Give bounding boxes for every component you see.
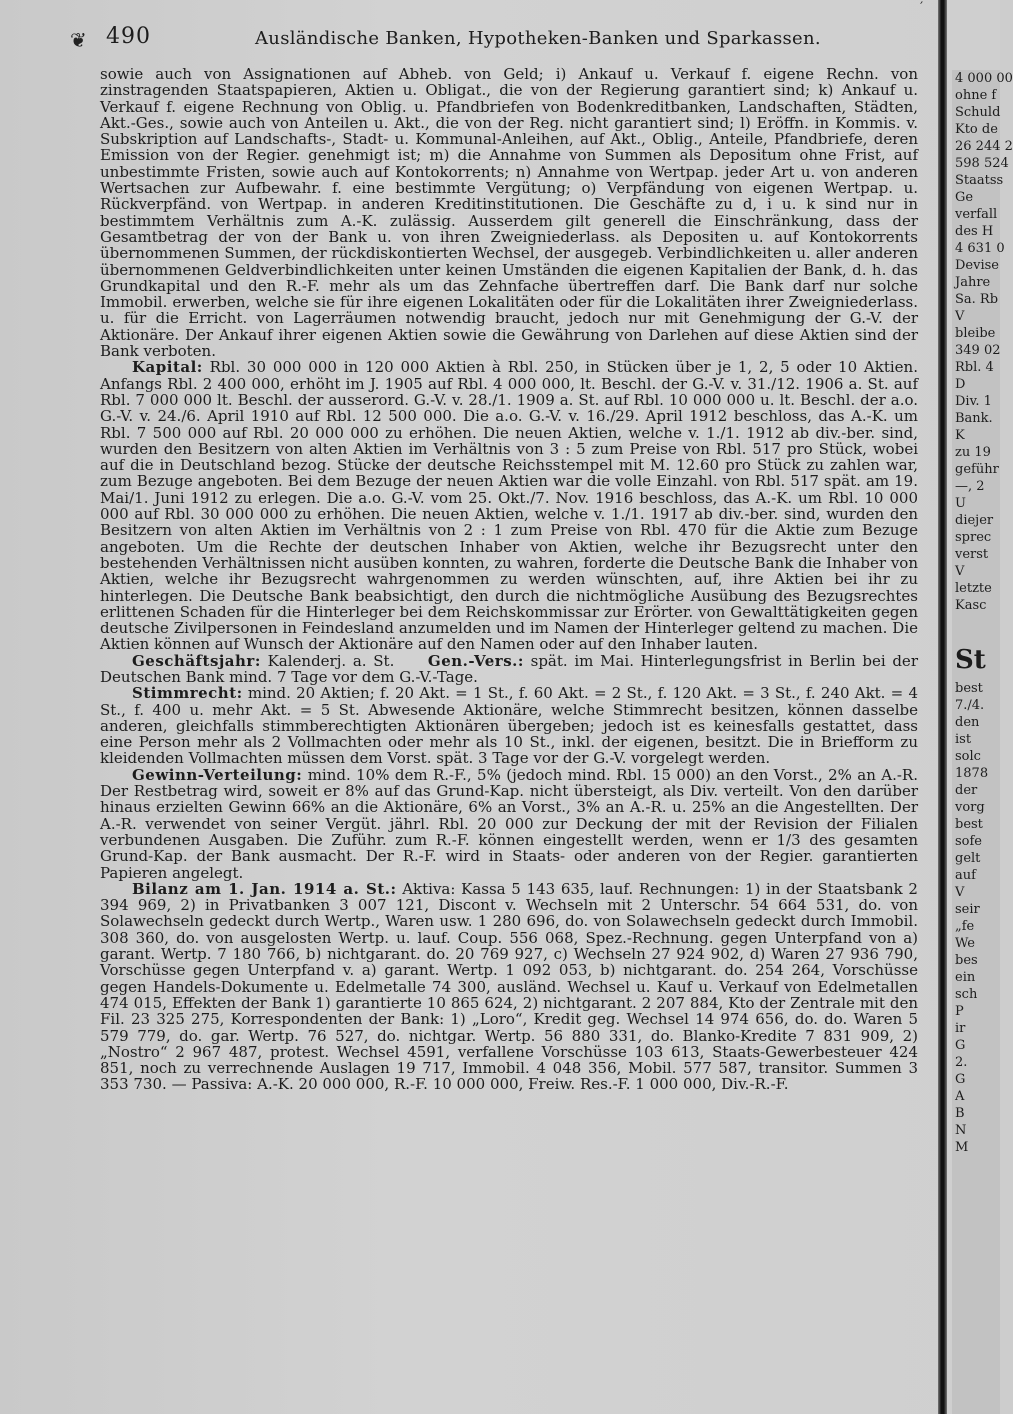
adjacent-page-line: Bank. xyxy=(955,411,993,426)
adjacent-page-line: Kasc xyxy=(955,598,987,613)
kapital-label: Kapital: xyxy=(132,358,203,377)
geschaeftsjahr-text: Kalenderj. a. St. xyxy=(260,651,402,670)
adjacent-page-line: ein xyxy=(955,970,976,985)
adjacent-page-line: Ge xyxy=(955,190,974,205)
bilanz-text: Aktiva: Kassa 5 143 635, lauf. Rechnungen: 1) in der Staatsbank 2 394 969, 2) in Privatbanken 3 007 121, Discont v. Wechseln mit 2 Unterschr. 54 664 531, do. von Solawechseln gedeckt durch Wertp., Waren usw. 1 280 696, do. von Solawechseln gedeckt durch Immobil. 308 360, do. von ausgelosten Wertp. u. lauf. Coup. 556 068, Spez.-Rechnung. gegen Unterpfand von a) garant. Wertp. 7 180 766, b) nichtgarant. do. 20 769 927, c) Wechseln 27 924 902, d) Waren 27 936 790, Vorschüsse gegen Unterpfand v. a) garant. Wertp. 1 092 053, b) nichtgarant. do. 254 264, Vorschüsse gegen Handels-Dokumente u. Edelmetalle 74 300, ausländ. Wechsel u. Kauf u. Verkauf von Edelmetallen 474 015, Effekten der Bank 1) garantierte 10 865 624, 2) nichtgarant. 2 207 884, Kto der Zentrale mit den Fil. 23 325 275, Korrespondenten der Bank: 1) „Loro“, Kredit geg. Wechsel 14 974 656, do. do. Waren 5 579 779, do. gar. Wertp. 76 527, do. nichtgar. Wertp. 56 880 331, do. Blanko-Kredite 7 831 909, 2) „Nostro“ 2 967 487, protest. Wechsel 4591, verfallene Vorschüsse 103 613, Staats-Gewerbesteuer 424 851, noch zu verrechnende Auslagen 19 717, Immobil. 4 048 356, Mobil. 577 587, transitor. Summen 3 353 730. — Passiva: A.-K. 20 000 000, R.-F. 10 000 000, Freiw. Res.-F. 1 000 000, Div.-R.-F. xyxy=(100,879,918,1094)
margin-mark: ′ xyxy=(920,0,924,16)
adjacent-page-fragment xyxy=(952,70,1013,1414)
main-text-column xyxy=(100,66,918,1386)
gen-vers-label: Gen.-Vers.: xyxy=(427,651,524,670)
adjacent-page-line: sprec xyxy=(955,530,992,545)
gewinn-verteilung-text: mind. 10% dem R.-F., 5% (jedoch mind. Rbl. 15 000) an den Vorst., 2% an A.-R. Der Restbetrag wird, soweit er 8% auf das Grund-Kap. nicht übersteigt, als Div. verteilt. Von den darüber hinaus erzielten Gewinn 66% an die Aktionäre, 6% an Vorst., 3% an A.-R. u. 25% an die Angestellten. Der A.-R. verwendet von seiner Vergüt. jährl. Rbl. 20 000 zur Deckung der mit der Revision der Filialen verbundenen Ausgaben. Die Zuführ. zum R.-F. können eingestellt werden, wenn er 1/3 des gesamten Grund-Kap. der Bank ausmacht. Der R.-F. wird in Staats- oder anderen von der Regier. garantierten Papieren angelegt. xyxy=(100,765,918,882)
adjacent-page-line: Jahre xyxy=(955,275,991,290)
adjacent-page-line: 598 524 xyxy=(955,156,1009,171)
adjacent-page-line: We xyxy=(955,936,975,951)
adjacent-page-line: des H xyxy=(955,224,994,239)
adjacent-page-line: bleibe xyxy=(955,326,996,341)
adjacent-page-line: den xyxy=(955,715,980,730)
adjacent-page-line: V xyxy=(955,309,965,324)
adjacent-page-spacer xyxy=(952,614,1000,640)
kapital-text: Rbl. 30 000 000 in 120 000 Aktien à Rbl. 250, in Stücken über je 1, 2, 5 oder 10 Aktien. Anfangs Rbl. 2 400 000, erhöht im J. 1905 auf Rbl. 4 000 000, lt. Beschl. der G.-V. v. 31./12. 1906 a. St. auf Rbl. 7 000 000 lt. Beschl. der ausserord. G.-V. v. 28./1. 1909 a. St. auf Rbl. 10 000 000 u. lt. Beschl. der a.o. G.-V. v. 24./6. April 1910 auf Rbl. 12 500 000. Die a.o. G.-V. v. 16./29. April 1912 beschloss, das A.-K. um Rbl. 7 500 000 auf Rbl. 20 000 000 zu erhöhen. Die neuen Aktien, welche v. 1./1. 1912 ab div.-ber. sind, wurden den Besitzern von alten Aktien im Verhältnis von 3 : 5 zum Preise von Rbl. 517 pro Stück, wobei auf die in Deutschland bezog. Stücke der deutsche Reichsstempel mit M. 12.60 pro Stück zu zahlen war, zum Bezuge angeboten. Bei dem Bezuge der neuen Aktien war die volle Einzahl. von Rbl. 517 spät. am 19. Mai/1. Juni 1912 zu erlegen. Die a.o. G.-V. vom 25. Okt./7. Nov. 1916 beschloss, das A.-K. um Rbl. 10 000 000 auf Rbl. 30 000 000 zu erhöhen. Die neuen Aktien, welche v. 1./1. 1917 ab div.-ber. sind, wurden den Besitzern von alten Aktien im Verhältnis von 2 : 1 zum Preise von Rbl. 470 für die Aktie zum Bezuge angeboten. Um die Rechte der deutschen Inhaber von Aktien, welche ihr Bezugsrecht unter den bestehenden Verhältnissen nicht ausüben konnten, zu wahren, forderte die Deutsche Bank die Inhaber von Aktien, welche ihr Bezugsrecht wahrgenommen zu werden wünschten, auf, ihre Aktien bei ihr zu hinterlegen. Die Deutsche Bank beabsichtigt, den durch die nichtmögliche Ausübung des Bezugsrechtes erlittenen Schaden für die Hinterleger bei dem Reichskommissar zur Erörter. von Gewalttätigkeiten gegen deutsche Zivilpersonen in Feindesland anzumelden und im Namen der Hinterleger geltend zu machen. Die Aktien können auf Wunsch der Aktionäre auf den Namen oder auf den Inhaber lauten. xyxy=(100,358,918,654)
adjacent-page-line: 349 02 xyxy=(955,343,1001,358)
adjacent-page-line: D xyxy=(955,377,966,392)
adjacent-page-line: seir xyxy=(955,902,980,917)
adjacent-page-line: best xyxy=(955,817,983,832)
adjacent-page-line: ist xyxy=(955,732,972,747)
adjacent-page-line: M xyxy=(955,1140,969,1155)
adjacent-page-line: N xyxy=(955,1123,967,1138)
adjacent-page-line: Schuld xyxy=(955,105,1001,120)
adjacent-page-line: K xyxy=(955,428,965,443)
gewinn-verteilung-label: Gewinn-Verteilung: xyxy=(132,765,303,784)
adjacent-page-line: St xyxy=(955,645,986,675)
adjacent-page-line: verst xyxy=(955,547,989,562)
kapital-paragraph xyxy=(100,359,918,652)
stimmrecht-label: Stimmrecht: xyxy=(132,684,243,703)
adjacent-page-line: ir xyxy=(955,1021,966,1036)
geschaeftsjahr-label: Geschäftsjahr: xyxy=(132,651,261,670)
geschaeftsjahr-paragraph xyxy=(100,653,918,686)
adjacent-page-line: letzte xyxy=(955,581,992,596)
adjacent-page-line: geführ xyxy=(955,462,999,477)
adjacent-page-line: der xyxy=(955,783,978,798)
page-title: Ausländische Banken, Hypotheken-Banken und Sparkassen. xyxy=(255,28,821,49)
bilanz-paragraph xyxy=(100,881,918,1093)
adjacent-page-line: sofe xyxy=(955,834,983,849)
adjacent-page-line: 1878 xyxy=(955,766,989,781)
adjacent-page-line: zu 19 xyxy=(955,445,991,460)
adjacent-page-line: U xyxy=(955,496,966,511)
bilanz-label: Bilanz am 1. Jan. 1914 a. St.: xyxy=(132,879,397,898)
adjacent-page-line: G xyxy=(955,1038,966,1053)
gen-vers-text: spät. im Mai. Hinterlegungsfrist in Berlin bei der Deutschen Bank mind. 7 Tage vor dem G.-V.-Tage. xyxy=(100,651,918,686)
adjacent-page-line: verfall xyxy=(955,207,998,222)
page-header xyxy=(70,20,950,60)
adjacent-page-line: 7./4. xyxy=(955,698,985,713)
adjacent-page-line: Sa. Rb xyxy=(955,292,999,307)
adjacent-page-line: B xyxy=(955,1106,965,1121)
adjacent-page-line: bes xyxy=(955,953,978,968)
adjacent-page-line: best xyxy=(955,681,983,696)
gewinn-verteilung-paragraph xyxy=(100,767,918,881)
adjacent-page-line: V xyxy=(955,885,965,900)
adjacent-page-line: vorg xyxy=(955,800,985,815)
adjacent-page-line: A xyxy=(955,1089,965,1104)
business-scope-paragraph: sowie auch von Assignationen auf Abheb. von Geld; i) Ankauf u. Verkauf f. eigene Rechn. von zinstragenden Staatspapieren, Aktien u. Obligat., die von der Regierung garantiert sind; k) Ankauf u. Verkauf f. eigene Rechnung von Oblig. u. Pfandbriefen von Bodenkreditbanken, Landschaften, Städten, Akt.-Ges., sowie auch von Anteilen u. Akt., die von der Reg. nicht garantiert sind; l) Eröffn. in Kommis. v. Subskription auf Landschafts-, Stadt- u. Kommunal-Anleihen, auf Akt., Oblig., Anteile, Pfandbriefe, deren Emission von der Regier. genehmigt ist; m) die Annahme von Summen als Depositum ohne Frist, auf unbestimmte Fristen, sowie auch auf Kontokorrents; n) Annahme von Wertpap. jeder Art u. von anderen Wertsachen zur Aufbewahr. f. eine bestimmte Vergütung; o) Verpfändung von eigenen Wertpap. u. Rückverpfänd. von Wertpap. in anderen Kreditinstitutionen. Die Geschäfte zu d, i u. k sind nur in bestimmtem Verhältnis zum A.-K. zulässig. Ausserdem gilt generell die Einschränkung, dass der Gesamtbetrag der von der Bank u. von ihren Zweigniederlass. als Depositen u. auf Kontokorrents übernommenen Summen, der rückdiskontierten Wechsel, der ausgegeb. Verbindlichkeiten u. aller anderen übernommenen Geldverbindlichkeiten unter keinen Umständen die eigenen Kapitalien der Bank, d. h. das Grundkapital und den R.-F. mehr als um das Zehnfache übertreffen darf. Die Bank darf nur solche Immobil. erwerben, welche sie für ihre eigenen Lokalitäten oder für die Lokalitäten ihrer Zweigniederlass. u. für die Erricht. von Lagerräumen notwendig braucht, jedoch nur mit Genehmigung der G.-V. der Aktionäre. Der Ankauf ihrer eigenen Aktien sowie die Gewährung von Darlehen auf diese Aktien sind der Bank verboten. xyxy=(100,65,918,361)
adjacent-page-line: P xyxy=(955,1004,964,1019)
stimmrecht-paragraph xyxy=(100,685,918,766)
adjacent-page-line: 4 000 00 xyxy=(955,71,1013,86)
adjacent-page-line: Div. 1 xyxy=(955,394,992,409)
adjacent-page-line: Kto de xyxy=(955,122,998,137)
adjacent-page-line: solc xyxy=(955,749,981,764)
adjacent-page-line: V xyxy=(955,564,965,579)
page-number: 490 xyxy=(106,24,151,49)
adjacent-page-line: sch xyxy=(955,987,978,1002)
adjacent-page-line: 2. xyxy=(955,1055,968,1070)
adjacent-page-line: Devise xyxy=(955,258,999,273)
adjacent-page-line: auf xyxy=(955,868,976,883)
adjacent-page-line: G xyxy=(955,1072,966,1087)
adjacent-page-line: 4 631 0 xyxy=(955,241,1005,256)
adjacent-page-line: ohne f xyxy=(955,88,997,103)
gutter-divider xyxy=(938,0,947,1414)
adjacent-page-line: 26 244 2 xyxy=(955,139,1013,154)
adjacent-page-line: „fe xyxy=(955,919,975,934)
adjacent-page-line: —, 2 xyxy=(955,479,985,494)
adjacent-page-line: diejer xyxy=(955,513,994,528)
adjacent-page-line: gelt xyxy=(955,851,981,866)
adjacent-page-line: Rbl. 4 xyxy=(955,360,994,375)
adjacent-page-line: Staatss xyxy=(955,173,1004,188)
ornament-icon: ❦ xyxy=(70,28,87,52)
stimmrecht-text: mind. 20 Aktien; f. 20 Akt. = 1 St., f. 60 Akt. = 2 St., f. 120 Akt. = 3 St., f. 240 Akt. = 4 St., f. 400 u. mehr Akt. = 5 St. Abwesende Aktionäre, welche Stimmrecht besitzen, können dasselbe anderen, gleichfalls stimmberechtigten Aktionären übergeben; jedoch ist es keinesfalls gestattet, dass eine Person mehr als 2 Vollmachten oder mehr als 10 St., inkl. der eigenen, besitzt. Die in Briefform zu kleidenden Vollmachten müssen dem Vorst. spät. 3 Tage vor der G.-V. vorgelegt werden. xyxy=(100,684,918,768)
